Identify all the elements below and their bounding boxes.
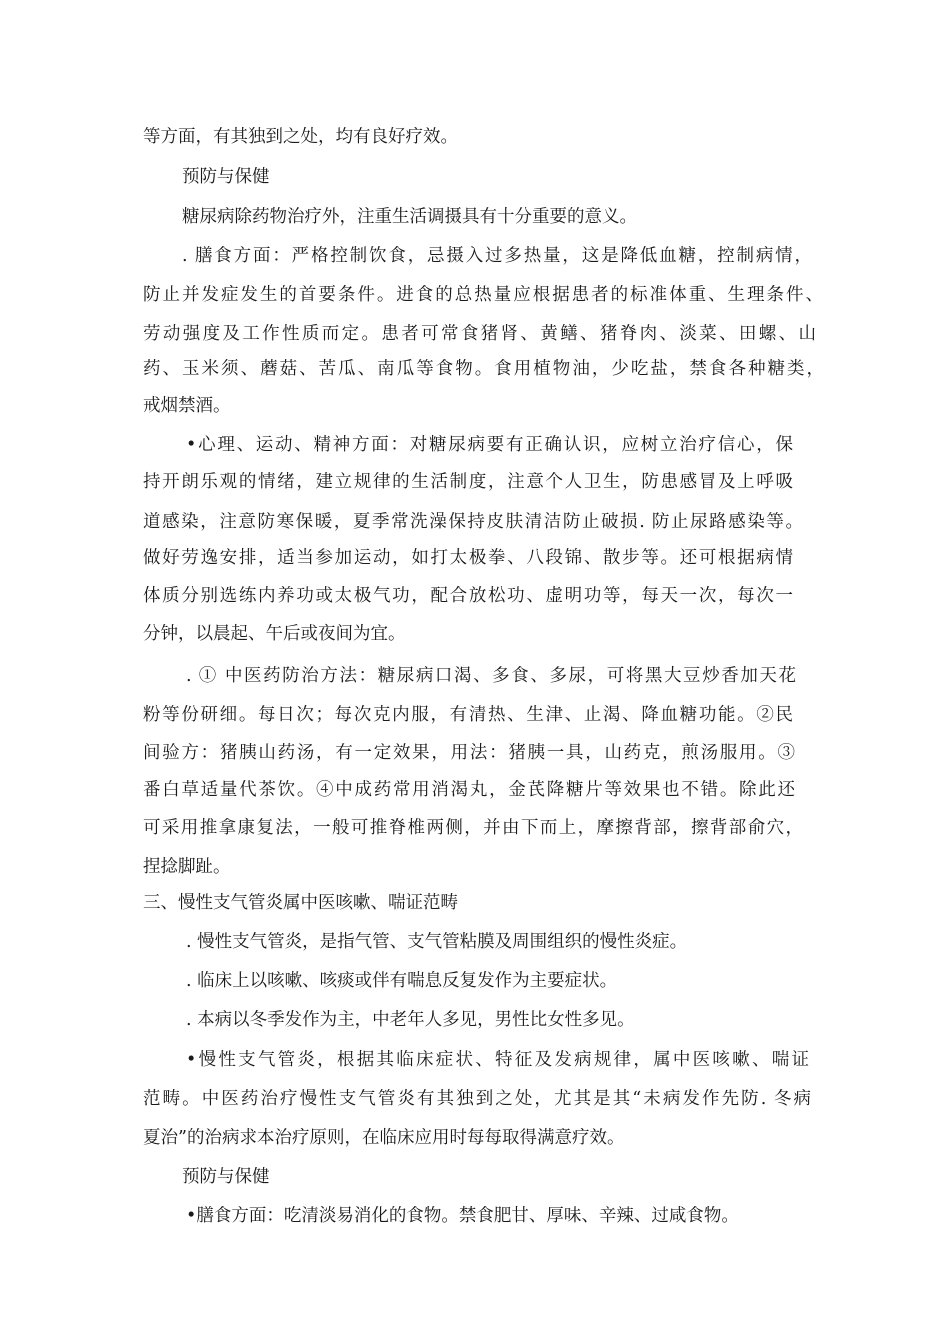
text-line: . ① 中医药防治方法：糖尿病口渴、多食、多尿，可将黑大豆炒香加天花 (186, 666, 796, 686)
text-line: . 慢性支气管炎，是指气管、支气管粘膜及周围组织的慢性炎症。 (186, 932, 688, 952)
text-line: 粉等份研细。每日次；每次克内服，有清热、生津、止渴、降血糖功能。②民 (143, 705, 793, 725)
text-line: 劳动强度及工作性质而定。患者可常食猪肾、黄鳝、猪脊肉、淡菜、田螺、山 (143, 324, 816, 344)
text-line: •心理、运动、精神方面：对糖尿病要有正确认识，应树立治疗信心，保 (186, 435, 793, 455)
text-line: 分钟，以晨起、午后或夜间为宜。 (143, 624, 406, 644)
text-line: 范畴。中医药治疗慢性支气管炎有其独到之处，尤其是其“未病发作先防. 冬病 (143, 1089, 811, 1109)
text-line: . 本病以冬季发作为主，中老年人多见，男性比女性多见。 (186, 1010, 635, 1030)
text-line: 做好劳逸安排，适当参加运动，如打太极拳、八段锦、散步等。还可根据病情 (143, 548, 793, 568)
section-heading: 预防与保健 (182, 1167, 270, 1187)
text-line: 糖尿病除药物治疗外，注重生活调摄具有十分重要的意义。 (182, 207, 637, 227)
text-line: 体质分别选练内养功或太极气功，配合放松功、虚明功等，每天一次，每次一 (143, 586, 793, 606)
text-line: 防止并发症发生的首要条件。进食的总热量应根据患者的标准体重、生理条件、 (143, 285, 823, 305)
text-line: 可采用推拿康复法，一般可推脊椎两侧，并由下而上，摩擦背部，擦背部俞穴， (143, 818, 803, 838)
text-line: 间验方：猪胰山药汤，有一定效果，用法：猪胰一具，山药克，煎汤服用。③ (143, 743, 795, 763)
text-line: 道感染，注意防寒保暖，夏季常洗澡保持皮肤清洁防止破损. 防止尿路感染等。 (143, 512, 803, 532)
text-line: •膳食方面：吃清淡易消化的食物。禁食肥甘、厚味、辛辣、过咸食物。 (186, 1206, 739, 1226)
section-heading: 预防与保健 (182, 167, 270, 187)
text-line: 戒烟禁酒。 (143, 396, 231, 416)
text-line: •慢性支气管炎，根据其临床症状、特征及发病规律，属中医咳嗽、喘证 (186, 1050, 809, 1070)
section-heading: 三、慢性支气管炎属中医咳嗽、喘证范畴 (143, 893, 458, 913)
text-line: 药、玉米须、蘑菇、苦瓜、南瓜等食物。食用植物油，少吃盐，禁食各种糖类， (143, 359, 824, 379)
text-line: 番白草适量代茶饮。④中成药常用消渴丸，金芪降糖片等效果也不错。除此还 (143, 780, 795, 800)
text-line: . 膳食方面：严格控制饮食，忌摄入过多热量，这是降低血糖，控制病情， (182, 246, 812, 266)
text-line: . 临床上以咳嗽、咳痰或伴有喘息反复发作为主要症状。 (186, 971, 618, 991)
text-line: 捏捻脚趾。 (143, 857, 231, 877)
text-line: 等方面，有其独到之处，均有良好疗效。 (143, 127, 458, 147)
text-line: 持开朗乐观的情绪，建立规律的生活制度，注意个人卫生，防患感冒及上呼吸 (143, 472, 793, 492)
text-line: 夏治”的治病求本治疗原则，在临床应用时每每取得满意疗效。 (143, 1128, 625, 1148)
